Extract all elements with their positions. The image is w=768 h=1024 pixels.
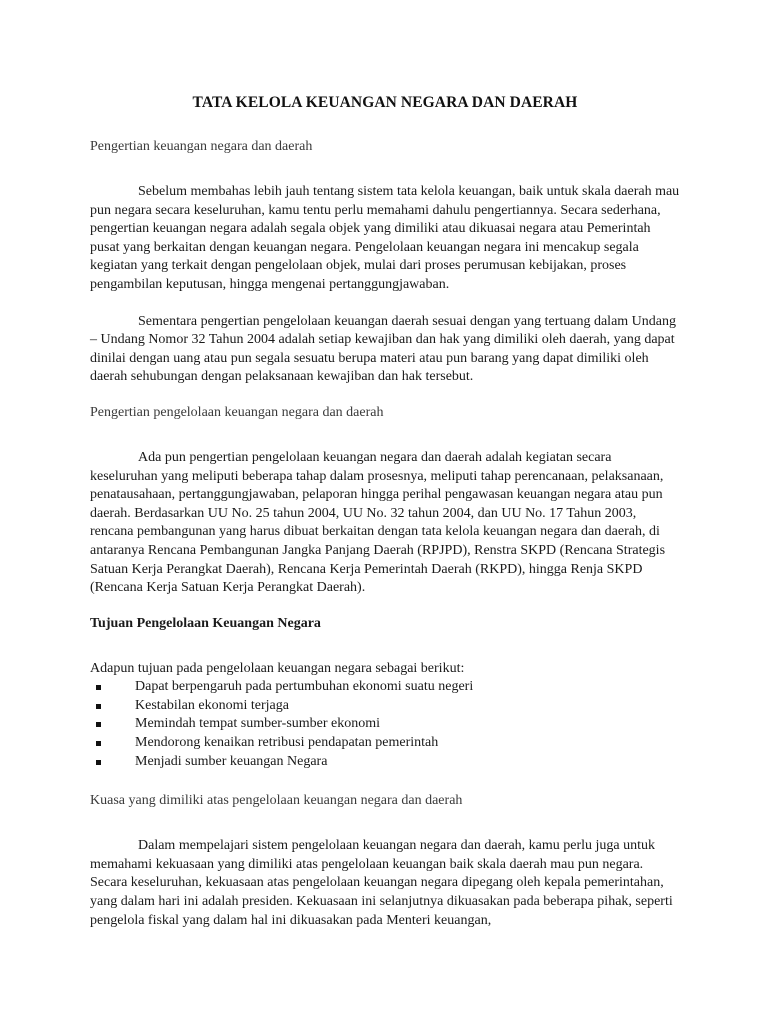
bullet-square-icon <box>96 722 101 727</box>
paragraph: Dalam mempelajari sistem pengelolaan keuangan negara dan daerah, kamu perlu juga untuk memahami kekuasaan yang dimiliki atas pengelolaan keuangan baik skala daerah mau pun negara. Secara keseluruhan, kekuasaan atas pengelolaan keuangan negara dipegang oleh kepala pemerintahan, yang dalam hari ini adalah presiden. Kekuasaan ini selanjutnya dikuasakan pada beberapa pihak, seperti pengelola fiskal yang dalam hal ini dikuasakan pada Menteri keuangan, <box>90 838 673 928</box>
list-item <box>90 697 680 716</box>
document-body <box>90 94 680 948</box>
list-item <box>90 753 680 772</box>
section-heading-pengertian-keuangan: Pengertian keuangan negara dan daerah <box>90 139 313 154</box>
list-item-text: Menjadi sumber keuangan Negara <box>135 753 328 769</box>
document-title: TATA KELOLA KEUANGAN NEGARA DAN DAERAH <box>192 94 578 111</box>
section-heading-kuasa: Kuasa yang dimiliki atas pengelolaan keuangan negara dan daerah <box>90 793 463 809</box>
list-item-text: Memindah tempat sumber-sumber ekonomi <box>135 716 381 732</box>
section-heading-tujuan: Tujuan Pengelolaan Keuangan Negara <box>90 615 321 631</box>
list-item <box>90 678 680 697</box>
paragraph: Sementara pengertian pengelolaan keuangan daerah sesuai dengan yang tertuang dalam Undang – Undang Nomor 32 Tahun 2004 adalah setiap kewajiban dan hak yang dimiliki oleh daerah, yang dapat dinilai dengan uang atau pun segala sesuatu berupa materi atau pun barang yang dapat dimiliki oleh daerah sehubungan dengan pelaksanaan kewajiban dan hak tersebut. <box>90 313 677 385</box>
list-item-text: Dapat berpengaruh pada pertumbuhan ekonomi suatu negeri <box>135 679 474 695</box>
list-item-text: Kestabilan ekonomi terjaga <box>135 697 289 713</box>
list-item-text: Mendorong kenaikan retribusi pendapatan pemerintah <box>135 735 439 751</box>
list-item <box>90 734 680 753</box>
bullet-square-icon <box>96 685 101 690</box>
bullet-list <box>90 678 680 771</box>
list-intro: Adapun tujuan pada pengelolaan keuangan negara sebagai berikut: <box>90 660 465 676</box>
paragraph: Ada pun pengertian pengelolaan keuangan negara dan daerah adalah kegiatan secara keseluruhan yang meliputi beberapa tahap dalam prosesnya, meliputi tahap perencanaan, pelaksanaan, penatausahaan, pertanggungjawaban, pelaporan hingga perihal pengawasan keuangan negara atau pun daerah. Berdasarkan UU No. 25 tahun 2004, UU No. 32 tahun 2004, dan UU No. 17 Tahun 2003, rencana pembangunan yang harus dibuat berkaitan dengan tata kelola keuangan negara dan daerah, di antaranya Rencana Pembangunan Jangka Panjang Daerah (RPJPD), Renstra SKPD (Rencana Strategis Satuan Kerja Perangkat Daerah), Rencana Kerja Pemerintah Daerah (RKPD), hingga Renja SKPD (Rencana Kerja Satuan Kerja Perangkat Daerah). <box>90 449 666 596</box>
paragraph: Sebelum membahas lebih jauh tentang sistem tata kelola keuangan, baik untuk skala daerah mau pun negara secara keseluruhan, kamu tentu perlu memahami dahulu pengertiannya. Secara sederhana, pengertian keuangan negara adalah segala objek yang dimiliki atau dikuasai negara atau Pemerintah pusat yang berkaitan dengan keuangan negara. Pengelolaan keuangan negara ini mencakup segala kegiatan yang terkait dengan pengelolaan objek, mulai dari proses perumusan kebijakan, proses pengambilan keputusan, hingga mengenai pertanggungjawaban. <box>90 184 680 292</box>
list-item <box>90 715 680 734</box>
bullet-square-icon <box>96 704 101 709</box>
section-heading-pengertian-pengelolaan: Pengertian pengelolaan keuangan negara dan daerah <box>90 404 384 420</box>
bullet-square-icon <box>96 741 101 746</box>
bullet-square-icon <box>96 760 101 765</box>
